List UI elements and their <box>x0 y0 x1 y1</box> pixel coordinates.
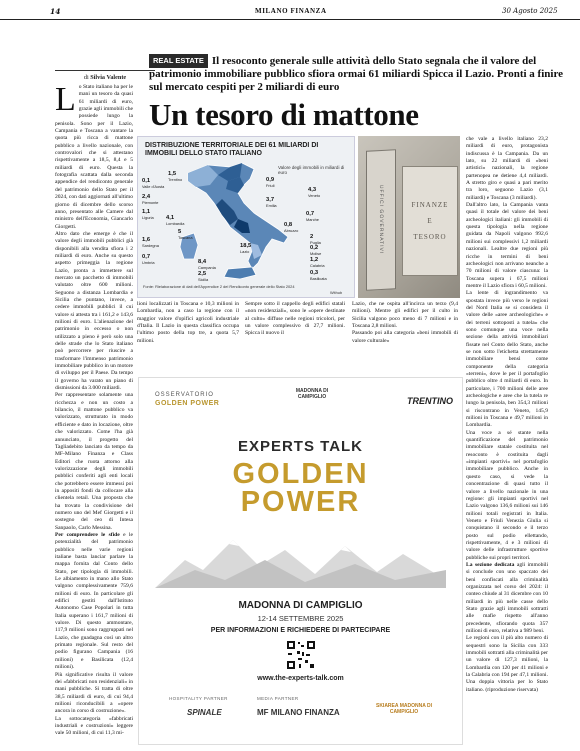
paragraph: Per rappresentare solamente una ricchezza e non un costo a bilancio, il mattone pubblico va valorizzato, strutturato in modo efficiente e dato in locazione, oltre che valorizzato. Come l'ha già annunciato, il progetto del Tagliadebito lanciato da tempo da MF-Milano Finanza e Class Editori che ruota attorno alla valorizzazione degli immobili pubblici conferiti agli enti locali che potrebbero essere immessi poi in appositi fondi da collocare alla clientela retail. Una proposta che ha trovato la condivisione del numero uno del Mef Giorgetti e il sostegno del ceo di Intesa Sanpaolo, Carlo Messina. <box>55 392 133 531</box>
article-column-1 <box>55 84 133 739</box>
region-label: 3,7 Emilia <box>266 197 277 208</box>
page-number: 14 <box>50 7 61 16</box>
section-tag: REAL ESTATE <box>149 54 208 68</box>
paragraph: Per comprendere le sfide e le potenzialità del patrimonio pubblico nelle varie regioni italiane basta lanciar parlare la mappa fornita dal Conto dello Stato, per tipologia di immobili. Le albiamento in mano allo Stato valgono complessivamente 759,6 milioni di euro. In particolare gli edifici gestiti dall'Istituto Autonomo Case Popolari in tutta Italia superano i 161,7 milioni di valore. Di questo ammontare, 117,9 milioni sono raggruppati nel Lazio, che guadagna così un altro primato regionale. Sul resto del podio figurano Campania (16 milioni) e Basilicata (12,4 milioni). <box>55 531 133 671</box>
region-label: 0,7 Marche <box>306 211 319 222</box>
regional-distribution-map <box>137 136 355 298</box>
page-header <box>0 0 580 20</box>
region-label: 2 Puglia <box>310 234 321 245</box>
ad-website-link[interactable]: www.the-experts-talk.com <box>257 675 344 682</box>
paragraph: Più significative risulta il valore dei «fabbricati non residenziali» in mani pubbliche. Si tratta di oltre 38,5 miliardi di euro, di cui 94,4 milioni riconducibili a «opere ancora in corso di costruzione». <box>55 671 133 715</box>
ad-hospitality-label: HOSPITALITY PARTNER <box>169 696 228 701</box>
ad-location: MADONNA DI CAMPIGLIO <box>238 600 363 611</box>
article-headline: Un tesoro di mattone <box>149 97 419 132</box>
region-label: 5 Toscana <box>178 229 193 240</box>
infographic-title: DISTRIBUZIONE TERRITORIALE DEI 61 MILIARDI DI IMMOBILI DELLO STATO ITALIANO <box>145 142 319 158</box>
paragraph: La lente di ingrandimento va spostata invece più verso le regioni del Nord Italia se si considera il valore delle «aree archeologiche» e dei terreni sottoposti a tutela» che sono comunque una voce nella sezione della attività immobiliari fissate nel Conto dello Stato, anche se non sotto l'etichetta strettamente immobiliare bensì come componente della categoria «terreni», dove le per il portafoglio pubblico oltre 4 miliardi di euro. In particolare, i 700 milioni delle aree archeologiche e aree che la tutela re lungo la penisola, ben 354,3 milioni si riscontrano in Veneto, 145,9 milioni in Toscana e 49,7 milioni in Lombardia. <box>466 290 548 429</box>
article-column-4: Lazio, che ne ospita all'incirca un terzo (9,4 milioni). Mentre gli edifici per il culto in Sicilia valgono poco meno di 7 milioni e in Toscana 2,8 milioni. Passando poi alla categoria «beni immobili di valore culturale» <box>352 301 458 344</box>
region-label: 0,9 Friuli <box>266 177 275 188</box>
ad-info-cta: PER INFORMAZIONI E RICHIEDERE DI PARTECIPARE <box>210 627 391 634</box>
author-name: Silvia Valente <box>90 74 127 81</box>
region-label: 2,4 Piemonte <box>142 194 159 205</box>
advertisement[interactable] <box>138 377 463 745</box>
infographic-legend: Valore degli immobili in miliardi di euro <box>278 165 345 175</box>
ad-top-bar <box>139 378 462 420</box>
article-kicker <box>149 54 579 93</box>
drop-cap: L <box>55 84 76 118</box>
ministry-plaque-photo <box>358 136 460 298</box>
region-label: 0,7 Umbria <box>142 254 155 265</box>
region-label: 1,6 Sardegna <box>142 237 159 248</box>
ad-golden-power: GOLDEN POWER <box>232 458 369 518</box>
infographic-credit: Withub <box>330 290 343 295</box>
mountains-illustration <box>155 530 446 588</box>
ad-dates: 12-14 SETTEMBRE 2025 <box>257 614 344 623</box>
author-prefix: di <box>83 74 89 81</box>
ad-spinale-logo: SPINALE <box>187 708 222 717</box>
region-label: 18,5 Lazio <box>240 243 252 254</box>
ad-madonna-logo: MADONNA DI CAMPIGLIO <box>295 388 329 400</box>
paragraph: Dall'altro lato, la Campania vanta quasi il totale del valore dei beni archeologici italiani: gli immobili di questa tipologia nella regione guidata da Napoli valgono 992,6 milioni sui complessivi 1,2 miliardi nazionali. Lealtre due regioni più ricche in termini di beni archeologici non arrivano neanche a 70 milioni di valore ciascuna: la Toscana supera i 67,5 milioni mentre il Lazio sfiora i 60,5 milioni. <box>466 202 548 289</box>
region-label: 8,4 Campania <box>198 259 216 270</box>
paragraph: Lo Stato italiano ha per le mani un tesoro da quasi 61 miliardi di euro, grazie agli immobili che possiede lungo la penisola. Sono per il Lazio, Campania e Toscana a vantare la quota più ricca di mattone pubblico a livello nazionale, con controvalori che si attestano rispettivamente a 18,5, 8,4 e 5 miliardi di euro. Questa la fotografia scattata dalla seconda appendice del rendiconto generale del patrimonio dello Stato per il 2024, con dati aggiornati all'ultimo giorno di dicembre dello scorso anno, presentato alle Camere dal ministro dell'Economia, Giancarlo Giorgetti. <box>55 84 133 230</box>
region-label: 0,3 Basilicata <box>310 270 327 281</box>
article-column-2: lioni localizzati in Toscana e 10,3 milioni in Lombardia, non a caso la regione con il maggior valore d'opifici agricoli industriale d'Italia. Il Lazio in questa classifica occupa l'ultimo posto della top tre, a quota 5,7 milioni. <box>137 301 239 344</box>
region-label: 4,1 Lombardia <box>166 215 185 226</box>
paragraph: Le regioni con il più alto numero di sequestri sono la Sicilia con 333 immobili sottratti alla criminalità per un valore di 127,3 milioni, la Lombardia con 120 per 41 milioni e la Calabria con 194 per 47,1 milioni. Una doppia vittoria per lo Stato italiano. (riproduzione riservata) <box>466 635 548 693</box>
plaque-left: UFFICI GOVERNATIVI <box>366 149 396 291</box>
paragraph: La sezione dedicata agli immobili si conclude con uno spaccato dei beni confiscati alla criminalità organizzata nel corso del 2024: il conteo chiude al 31 dicembre con 10 miliardi in più nelle casse dello Stato grazie agli immobili sottratti alle mafie rispetto all'anno precedente, sfiorando quota 357 milioni di euro, relativa a 989 beni. <box>466 561 548 635</box>
plaque-right: FINANZE E TESORO <box>402 166 458 276</box>
region-label: 1,1 Liguria <box>142 209 154 220</box>
paragraph: che vale a livello italiano 23,2 miliardi di euro, protagonista indiscussa è la Campania. Da un lato, su 22 miliardi di «beni artistici» nazionali, la regione partenopea ne detiene 4,4 miliardi. A stretto giro e quasi a pari merito tra loro, seguono Lazio (3,1 miliardi) e Toscana (3 miliardi). <box>466 136 548 201</box>
kicker-text: Il resoconto generale sulle attività dello Stato segnala che il valore del patrimonio immobiliare pubblico sfiora ormai 61 miliardi Spicca il Lazio. Pronti a finire sul mercato cespiti per 2 miliardi di euro <box>149 55 564 93</box>
region-label: 2,5 Sicilia <box>198 271 209 282</box>
paragraph: La sottocategoria «fabbricati industriali e costruzioni» leggere vale 50 milioni, di cui 11,3 mi- <box>55 715 133 737</box>
region-label: 0,8 Abruzzo <box>284 222 299 233</box>
ad-trentino-logo: TRENTINO <box>407 396 453 406</box>
publication-name: MILANO FINANZA <box>255 7 327 15</box>
article-column-5 <box>466 136 548 742</box>
qr-code-icon[interactable] <box>286 640 316 670</box>
region-label: 1,2 Calabria <box>310 257 325 268</box>
paragraph: Una voce a sé stante nella quantificazione del patrimonio immobiliare statale costituita nel resoconto è costituita dagli «impianti sportivi» nel portafoglio immobiliare pubblico. Anche in questo caso, si vede la concentrazione di quasi tutto il valore a livello nazionale in una regione: gli impianti sportivi nel Lazio valgono 136,6 milioni sui 146 milioni totali registrati in Italia. Veneto e Friuli Venezia Giulia si conquistano il secondo e il terzo posto sul podio ellettando, rispettivamente, 4 e 3 milioni di valore delle infrastrutture sportive pubbliche sui propri territori. <box>466 429 548 561</box>
region-label: 4,3 Veneto <box>308 187 321 198</box>
italy-map-shape <box>178 159 298 281</box>
ad-skiarea-logo: SKIAREA MADONNA DI CAMPIGLIO <box>375 703 433 715</box>
ad-media-label: MEDIA PARTNER <box>257 696 299 701</box>
author-byline <box>55 70 155 81</box>
paragraph: Altro dato che emerge è che il valore degli immobili pubblici già disponibili alla vendita sfiora i 2 miliardi di euro. Anche su questo aspetto primeggia la regione Lazio, pronta a immettere sul mercato un pacchetto di immobili valutato oltre 600 milioni. Seguono a distanza Lombardia e Sicilia che puntano, invece, a cedere immobili pubblici il cui valore si attesta tra i 161,2 e 143,6 milioni di euro. L'alienazione del patrimonio in eccesso o non utilizzato a pieno è però solo una delle strade che lo Stato italiano può percorrere per riuscire a trasformare l'immenso patrimonio immobiliare pubblico in un motore di sviluppo per il Paese. Da tempo il governo ha varato un piano di dismissioni da 3.000 miliardi. <box>55 230 133 392</box>
article-column-3: Sempre sotto il cappello degli edifici statali «non residenziali», sono le «opere destinate al culto» diffuse nelle regioni tricolori, per un valore complessivo di 27,7 milioni. Spicca il nuovo il <box>245 301 345 337</box>
region-label: 1,5 Trentino <box>168 171 183 182</box>
ad-gp-small: GOLDEN POWER <box>155 400 220 407</box>
ad-experts-talk: EXPERTS TALK <box>237 438 364 455</box>
infographic-source: Fonte: Rielaborazione di dati dell'Appendice 2 del Rendiconto generale dello Stato 2024 <box>143 284 295 289</box>
region-label: 0,2 Molise <box>310 245 322 256</box>
issue-date: 30 Agosto 2025 <box>502 7 558 15</box>
ad-osservatorio: OSSERVATORIO <box>155 392 214 398</box>
region-label: 0,1 Valle d'Aosta <box>142 178 165 189</box>
ad-mf-logo: MF MILANO FINANZA <box>257 708 340 717</box>
